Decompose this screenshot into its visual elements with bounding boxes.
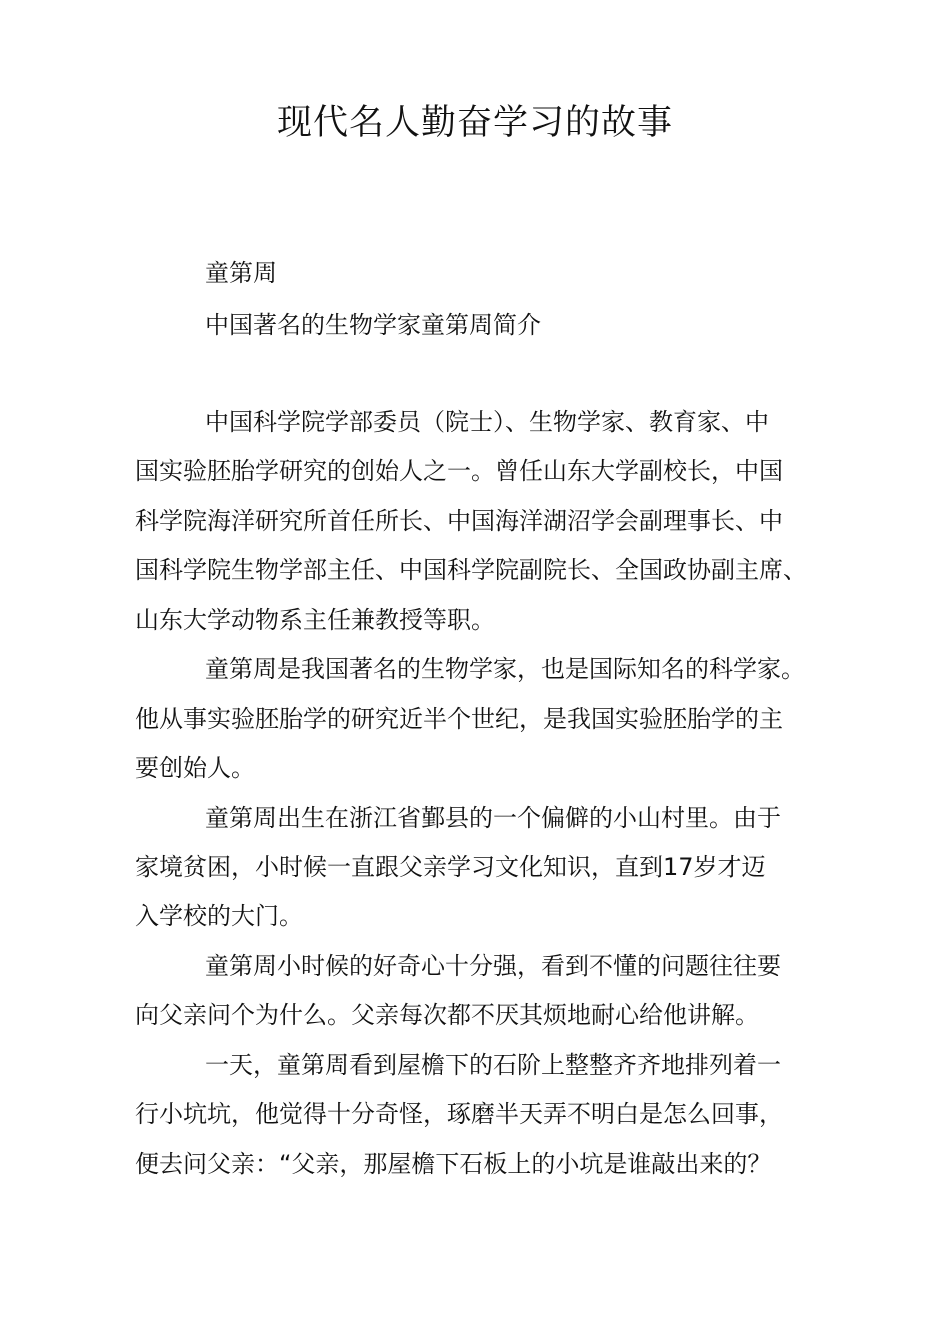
text-line: 行小坑坑，他觉得十分奇怪，琢磨半天弄不明白是怎么回事，	[135, 1100, 783, 1128]
text-line: 童第周出生在浙江省鄞县的一个偏僻的小山村里。由于	[205, 804, 781, 832]
text-line: 国科学院生物学部主任、中国科学院副院长、全国政协副主席、	[135, 556, 807, 584]
text-line: 山东大学动物系主任兼教授等职。	[135, 606, 495, 634]
text-line: 要创始人。	[135, 754, 255, 782]
text-line: 童第周是我国著名的生物学家，也是国际知名的科学家。	[205, 655, 805, 683]
text-line: 家境贫困，小时候一直跟父亲学习文化知识，直到17岁才迈	[135, 853, 766, 881]
text-line: 中国科学院学部委员（院士）、生物学家、教育家、中	[205, 408, 769, 436]
text-line: 国实验胚胎学研究的创始人之一。曾任山东大学副校长，中国	[135, 457, 783, 485]
text-line: 一天，童第周看到屋檐下的石阶上整整齐齐地排列着一	[205, 1051, 781, 1079]
text-line: 入学校的大门。	[135, 902, 303, 930]
text-line: 向父亲问个为什么。父亲每次都不厌其烦地耐心给他讲解。	[135, 1001, 759, 1029]
text-line: 他从事实验胚胎学的研究近半个世纪，是我国实验胚胎学的主	[135, 705, 783, 733]
text-line: 科学院海洋研究所首任所长、中国海洋湖沼学会副理事长、中	[135, 507, 783, 535]
section-heading: 中国著名的生物学家童第周简介	[205, 311, 541, 339]
author-name: 童第周	[205, 259, 277, 287]
text-line: 便去问父亲：“父亲，那屋檐下石板上的小坑是谁敲出来的？	[135, 1150, 772, 1178]
text-line: 童第周小时候的好奇心十分强，看到不懂的问题往往要	[205, 952, 781, 980]
document-title: 现代名人勤奋学习的故事	[276, 103, 673, 143]
